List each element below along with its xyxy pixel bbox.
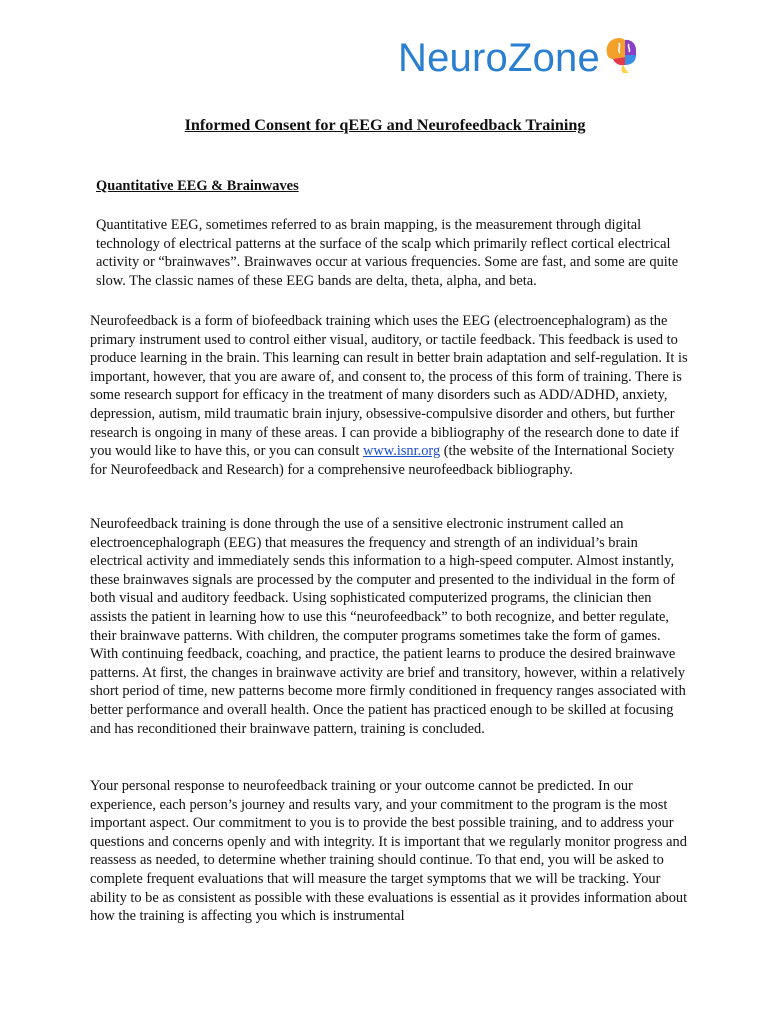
neurozone-logo [398,30,639,86]
paragraph-neurofeedback [90,312,690,479]
isnr-link[interactable]: www.isnr.org [362,443,441,460]
logo-text: NeuroZone [398,36,600,80]
brain-icon [603,35,639,75]
paragraph-personal-response: Your personal response to neurofeedback training or your outcome cannot be predicted. In our experience, each person’s journey and results vary, and your commitment to the program is the most important aspect. Our commitment to you is to provide the best possible training, and to address your questions and concerns openly and with integrity. It is important that we regularly monitor progress and reassess as needed, to determine whether training should continue. To that end, you will be asked to complete frequent evaluations that will measure the target symptoms that we will be tracking. Your ability to be as consistent as possible with these evaluations is essential as it provides information about how the training is affecting you which is instrumental [90,778,688,925]
paragraph-qeeg: Quantitative EEG, sometimes referred to as brain mapping, is the measurement through digital technology of electrical patterns at the surface of the scalp which primarily reflect cortical electrical activity or “brainwaves”. Brainwaves occur at various frequencies. Some are fast, and some are quite slow. The classic names of these EEG bands are delta, theta, alpha, and beta. [96,217,679,289]
paragraph-text: (the website of the International Society for Neurofeedback and Research) for a comprehensive neurofeedback bibliography. [90,443,675,478]
paragraph-training-process: Neurofeedback training is done through the use of a sensitive electronic instrument called an electroencephalograph (EEG) that measures the frequency and strength of an individual’s brain electrical activity and immediately sends this information to a high-speed computer. Almost instantly, these brainwaves signals are processed by the computer and presented to the individual in the form of both visual and auditory feedback. Using sophisticated computerized programs, the clinician then assists the patient in learning how to use this “neurofeedback” to both recognize, and better regulate, their brainwave patterns. With children, the computer programs sometimes take the form of games. With continuing feedback, coaching, and practice, the patient learns to produce the desired brainwave patterns. At first, the changes in brainwave activity are brief and transitory, however, within a relatively short period of time, new patterns become more firmly conditioned in frequency ranges associated with better performance and overall health. Once the patient has practiced enough to be skilled at focusing and has reconditioned their brainwave pattern, training is concluded. [90,516,686,737]
paragraph-text: Neurofeedback is a form of biofeedback training which uses the EEG (electroencephalogram) as the primary instrument used to control either visual, auditory, or tactile feedback. This feedback is used to produce learning in the brain. This learning can result in better brain adaptation and self-regulation. It is important, however, that you are aware of, and consent to, the process of this form of training. There is some research support for efficacy in the treatment of many disorders such as ADD/ADHD, anxiety, depression, autism, mild traumatic brain injury, obsessive-compulsive disorder and others, but further research is ongoing in many of these areas. I can provide a bibliography of the research done to date if you would like to have this, or you can consult [90,313,688,460]
section-heading: Quantitative EEG & Brainwaves [96,178,299,194]
document-title: Informed Consent for qEEG and Neurofeedback Training [184,116,586,134]
